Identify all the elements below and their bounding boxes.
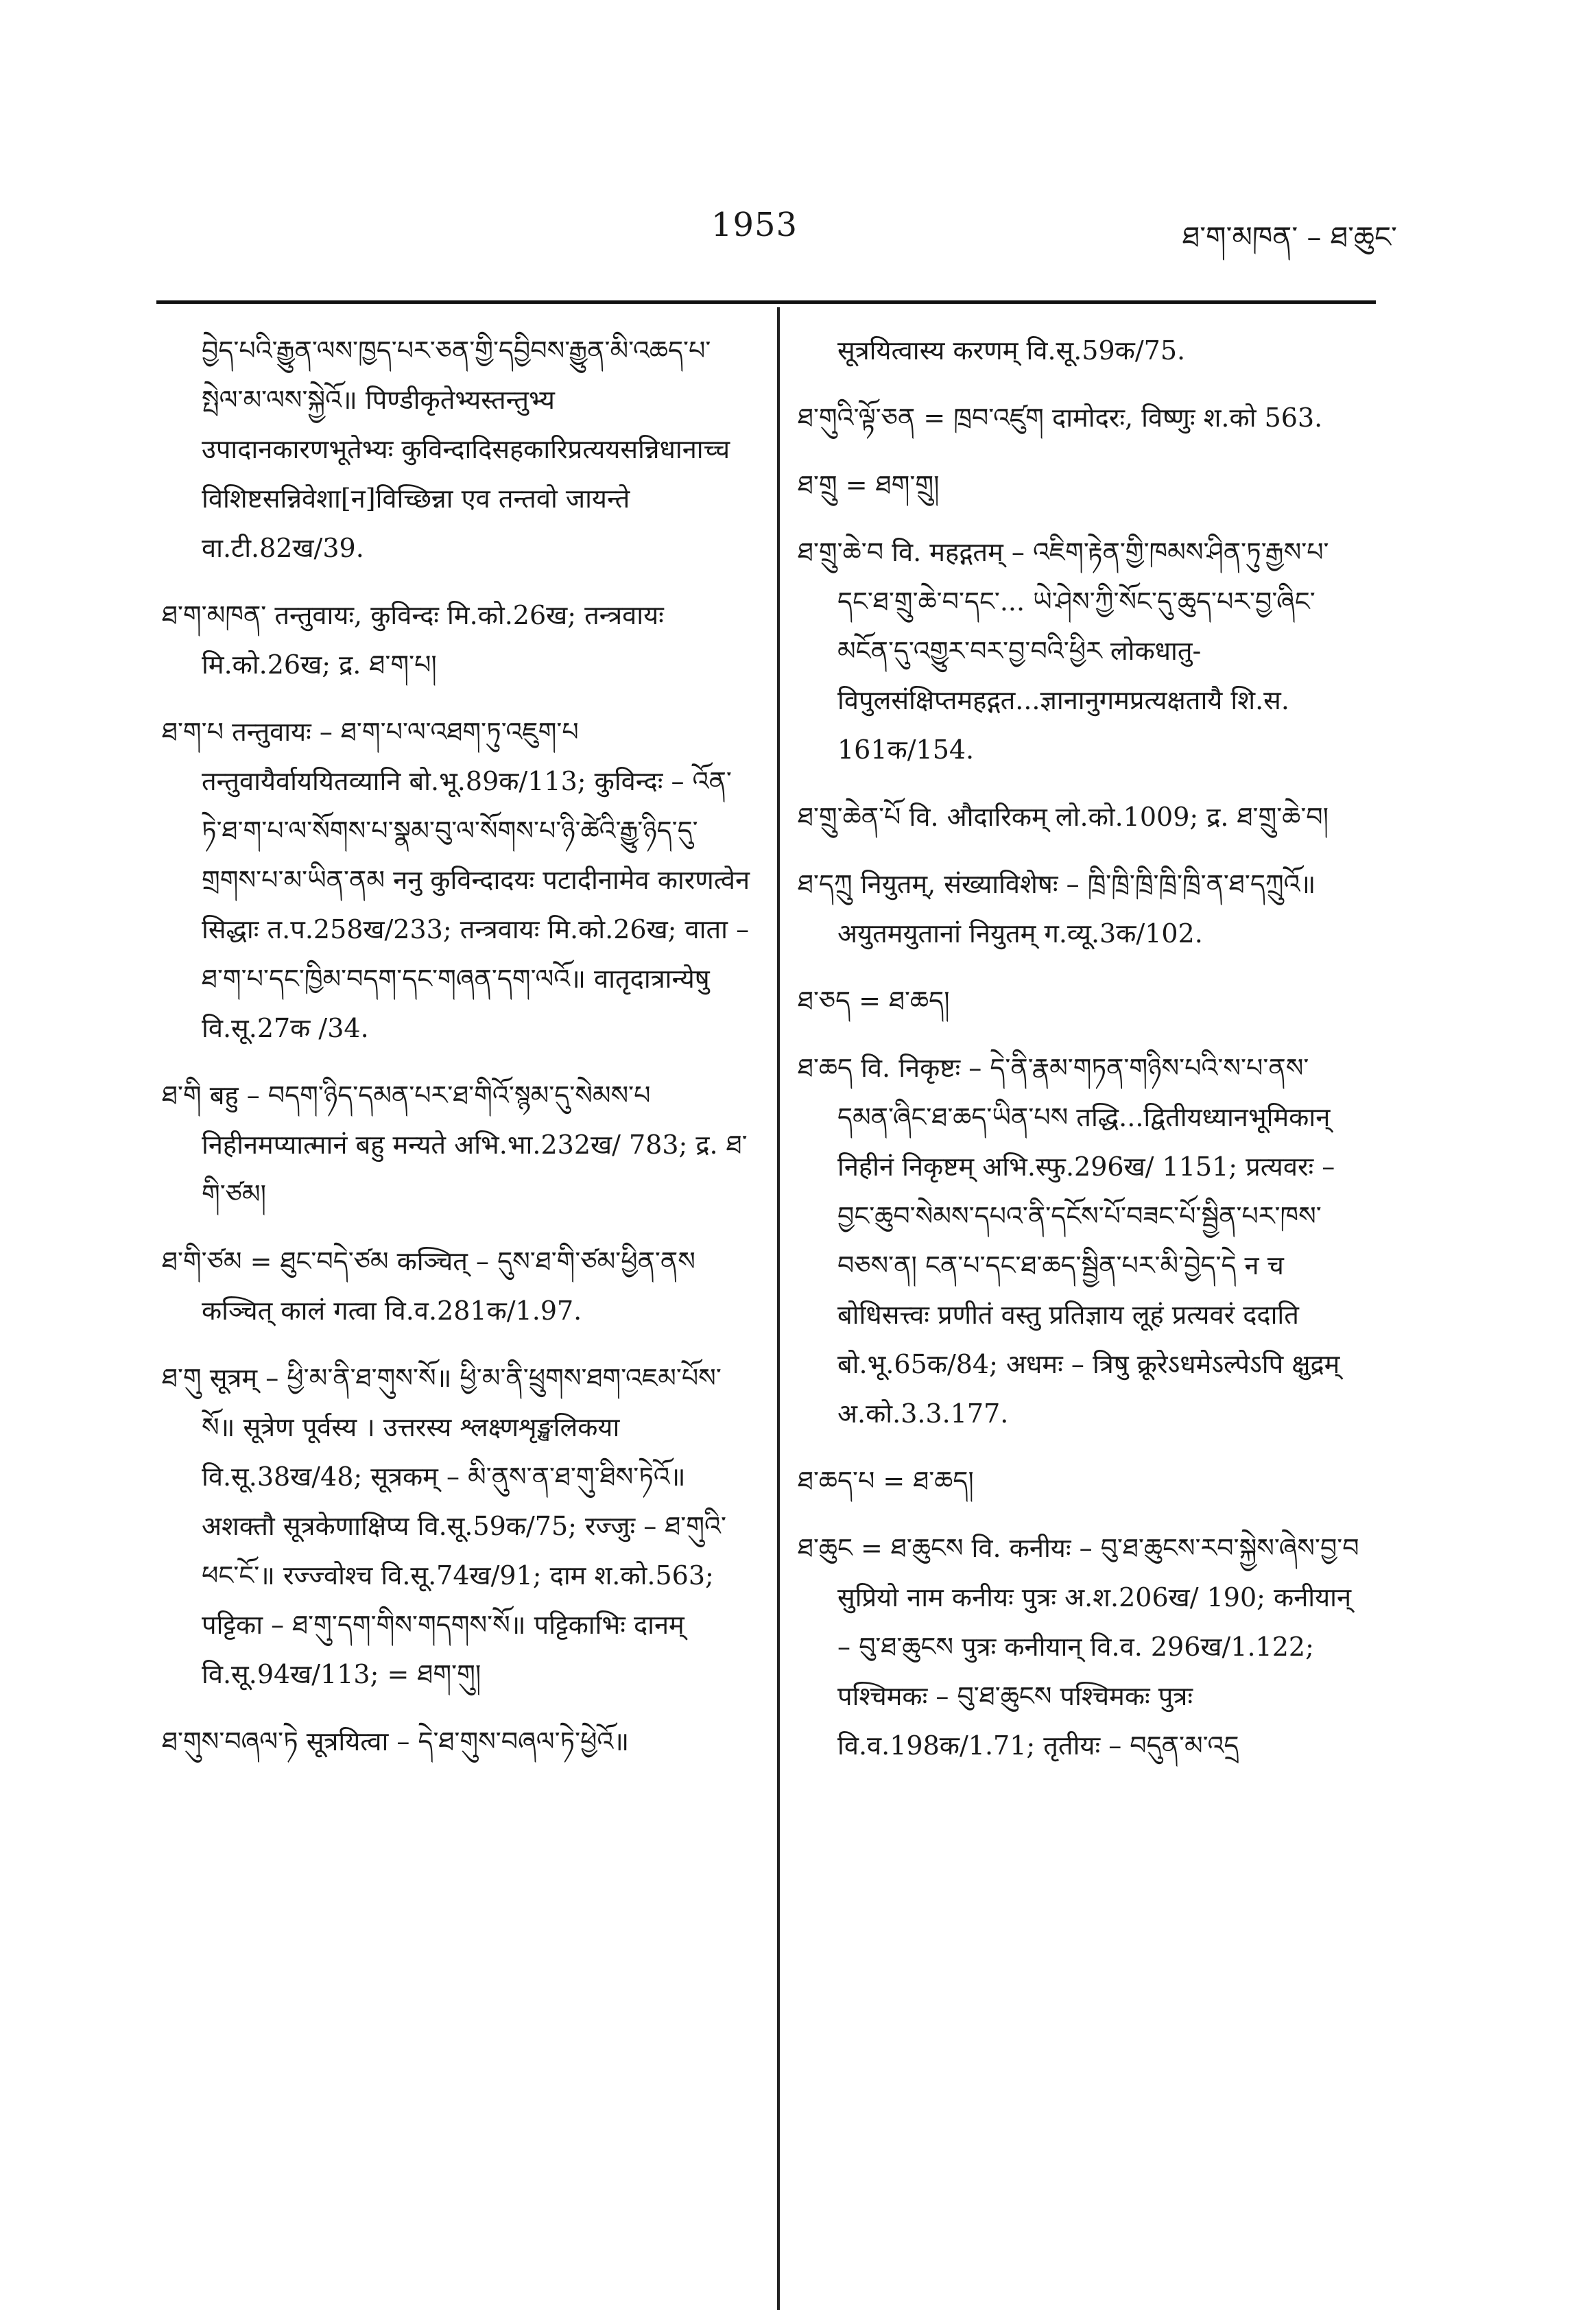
entry-tha-gru-chen-po: ཐ་གྲུ་ཆེན་པོ वि. औदारिकम् लो.को.1009; द्र. ཐ་གྲུ་ཆེ་བ། [798,802,1329,832]
entry-tha-gru-che-ba: ཐ་གྲུ་ཆེ་བ वि. महद्गतम् – འཇིག་རྟེན་གྱི་ཁམས་ཤིན་ཏུ་རྒྱས་པ་དང་ཐ་གྲུ་ཆེ་བ་དང་... ཡེ་ཤེས་ཀྱི་སོང་དུ་ཆུད་པར་བྱ་ཞིང་མངོན་དུ་འགྱུར་བར་བྱ་བའི་ཕྱིར लोकधातु- विपुलसंक्षिप्तमहद्गत...ज्ञानानुगमप्रत्यक्षतायै शि.स. 161क/154. [798,537,1329,765]
entry-tha-gi: ཐ་གི बहु – བདག་ཉིད་དམན་པར་ཐ་གིའོ་སྙམ་དུ་སེམས་པ निहीनमप्यात्मानं बहु मन्यते अभि.भा.232ख/ 783; द्र. ཐ་གི་ཙམ། [162,1080,748,1209]
running-head: ཐ་ག་མཁན་ – ཐ་ཆུང་ [1182,220,1397,254]
entry-tha-ga-pa: ཐ་ག་པ तन्तुवायः – ཐ་ག་པ་ལ་འཐག་ཏུ་འཇུག་པ तन्तुवायैर्वाययितव्यानि बो.भू.89क/113; कुविन्दः – འོན་ཏེ་ཐ་ག་པ་ལ་སོགས་པ་སྣམ་བུ་ལ་སོགས་པ་ཉི་ཚེའི་རྒྱུ་ཉིད་དུ་གྲགས་པ་མ་ཡིན་ནམ ननु कुविन्दादयः पटादीनामेव कारणत्वेन सिद्धाः त.प.258ख/233; तन्त्रवायः मि.को.26ख; वाता – ཐ་ག་པ་དང་ཁྱིམ་བདག་དང་གཞན་དག་ལའོ॥ वातृदात्रान्येषु वि.सू.27क /34. [162,717,750,1043]
entry-tha-gus-bzhal-te: ཐ་གུས་བཞལ་ཏེ सूत्रयित्वा – དེ་ཐ་གུས་བཞལ་ཏེ་ཕྱེའོ॥ [162,1726,630,1757]
column-divider [777,307,780,2310]
entry-tha-chad-pa: ཐ་ཆད་པ = ཐ་ཆད། [798,1466,974,1496]
page-number: 1953 [711,206,798,244]
entry-tha-ga-mkhan: ཐ་ག་མཁན་ तन्तुवायः, कुविन्दः मि.को.26ख; तन्त्रवायः मि.को.26ख; द्र. ཐ་ག་པ། [162,600,664,680]
entry-tha-gi-tsam: ཐ་གི་ཙམ = ཐུང་བདེ་ཙམ कञ्चित् – དུས་ཐ་གི་ཙམ་ཕྱིན་ནས कञ्चित् कालं गत्वा वि.व.281क/1.97. [162,1246,695,1326]
entry-continuation: सूत्रयित्वास्य करणम् वि.सू.59क/75. [837,335,1186,366]
header-rule [156,300,1376,304]
right-column [798,326,1360,1788]
left-column [162,326,752,1784]
entry-tha-gu: ཐ་གུ सूत्रम् – ཕྱི་མ་ནི་ཐ་གུས་སོ॥ ཕྱི་མ་ནི་ཕྲུགས་ཐག་འཇམ་པོས་སོ॥ सूत्रेण पूर्वस्य । उत्तरस्य श्लक्ष्णशृङ्खलिकया वि.सू.38ख/48; सूत्रकम् – མི་ནུས་ན་ཐ་གུ་ཐིས་ཏེའོ॥ अशक्तौ सूत्रकेणाक्षिप्य वि.सू.59क/75; रज्जुः – ཐ་གུའི་ཕང་ངོ་॥ रज्ज्वोश्च वि.सू.74ख/91; दाम श.को.563; पट्टिका – ཐ་གུ་དག་གིས་གདགས་སོ॥ पट्टिकाभिः दानम् वि.सू.94ख/113; = ཐག་གུ། [162,1363,726,1689]
entry-tha-dkru: ཐ་དཀྲུ नियुतम्, संख्याविशेषः – ཁྲི་ཁྲི་ཁྲི་ཁྲི་ཁྲི་ན་ཐ་དཀྲུའོ॥ अयुतमयुतानां नियुतम् ग.व्यू.3क/102. [798,869,1316,949]
entry-tha-gru: ཐ་གྲུ = ཐག་གྲུ། [798,470,940,500]
entry-tha-gui-lto-can: ཐ་གུའི་ལྟོ་ཅན = ཁྲབ་འཛུག दामोदरः, विष्णुः श.को 563. [798,403,1323,433]
entry-tha-chad: ཐ་ཆད वि. निकृष्टः – དེ་ནི་རྣམ་གཏན་གཉིས་པའི་ས་པ་ནས་དམན་ཞིང་ཐ་ཆད་ཡིན་པས तद्धि...द्वितीयध्यानभूमिकान् निहीनं निकृष्टम् अभि.स्फु.296ख/ 1151; प्रत्यवरः – བྱང་ཆུབ་སེམས་དཔའ་ནི་དངོས་པོ་བཟང་པོ་སྦྱིན་པར་ཁས་བཅས་ན། ངན་པ་དང་ཐ་ཆད་སྦྱིན་པར་མི་བྱེད་དེ न च बोधिसत्त्वः प्रणीतं वस्तु प्रतिज्ञाय लूहं प्रत्यवरं ददाति बो.भू.65क/84; अधमः – त्रिषु क्रूरेऽधमेऽल्पेऽपि क्षुद्रम् अ.को.3.3.177. [798,1053,1340,1429]
entry-continuation: བྱེད་པའི་རྒྱུན་ལས་ཁྱད་པར་ཅན་གྱི་དབྱིབས་རྒྱུན་མི་འཆད་པ་སྤེལ་མ་ལས་སྐྱེའོ॥ पिण्डीकृतेभ्यस्तन्तुभ्य उपादानकारणभूतेभ्यः कुविन्दादिसहकारिप्रत्ययसन्निधानाच्च विशिष्टसन्निवेशा[न]विच्छिन्ना एव तन्तवो जायन्ते वा.टी.82ख/39. [202,335,730,563]
entry-tha-cad: ཐ་ཅད = ཐ་ཆད། [798,986,950,1016]
entry-tha-chung: ཐ་ཆུང = ཐ་ཆུངས वि. कनीयः – བུ་ཐ་ཆུངས་རབ་སྐྱེས་ཞེས་བྱ་བ सुप्रियो नाम कनीयः पुत्रः अ.श.206ख/ 190; कनीयान् – བུ་ཐ་ཆུངས पुत्रः कनीयान् वि.व. 296ख/1.122; पश्चिमकः – བུ་ཐ་ཆུངས पश्चिमकः पुत्रः वि.व.198क/1.71; तृतीयः – བདུན་མ་འདྲ [798,1533,1359,1761]
